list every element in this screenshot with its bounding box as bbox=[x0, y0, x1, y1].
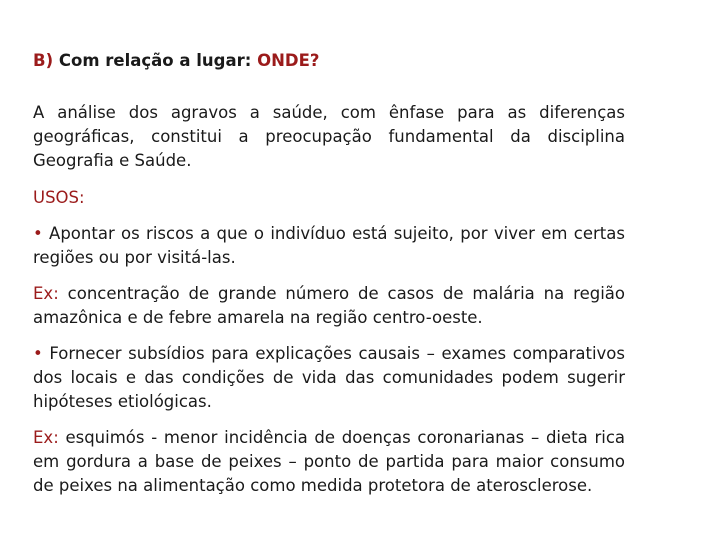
example-paragraph-2 bbox=[33, 426, 625, 498]
bullet-paragraph-2 bbox=[33, 342, 625, 414]
example-label: Ex: bbox=[33, 284, 59, 303]
bullet-text: Fornecer subsídios para explicações causais – exames comparativos dos locais e das condições de vida das comunidades podem sugerir hipóteses etiológicas. bbox=[33, 344, 625, 411]
example-paragraph-1 bbox=[33, 282, 625, 330]
heading-prefix: B) bbox=[33, 51, 54, 70]
bullet-paragraph-1 bbox=[33, 222, 625, 270]
intro-paragraph: A análise dos agravos a saúde, com ênfase para as diferenças geográficas, constitui a preocupação fundamental da disciplina Geografia e Saúde. bbox=[33, 103, 625, 170]
bullet-marker: • bbox=[33, 344, 43, 363]
usos-label: USOS: bbox=[33, 188, 85, 207]
bullet-text: Apontar os riscos a que o indivíduo está sujeito, por viver em certas regiões ou por visitá-las. bbox=[33, 224, 625, 267]
example-label: Ex: bbox=[33, 428, 59, 447]
example-text: concentração de grande número de casos de malária na região amazônica e de febre amarela na região centro-oeste. bbox=[33, 284, 625, 327]
heading-highlight: ONDE? bbox=[257, 51, 320, 70]
section-heading bbox=[33, 50, 693, 72]
example-text: esquimós - menor incidência de doenças coronarianas – dieta rica em gordura a base de peixes – ponto de partida para maior consumo de peixes na alimentação como medida protetora de aterosclerose. bbox=[33, 428, 625, 495]
heading-text: Com relação a lugar: bbox=[53, 51, 258, 70]
bullet-marker: • bbox=[33, 224, 43, 243]
